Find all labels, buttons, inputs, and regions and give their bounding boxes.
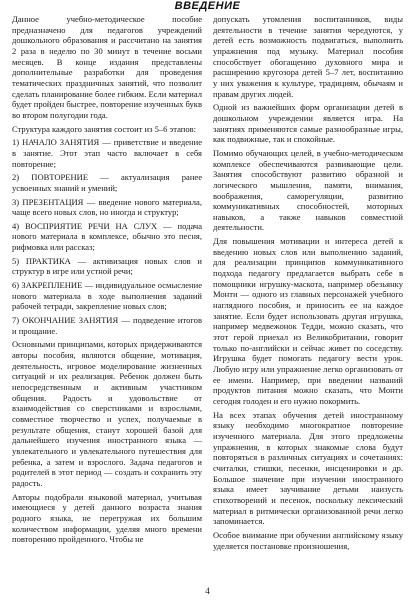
stage-3: 3) ПРЕЗЕНТАЦИЯ — введение нового материала, чаще всего новых слов, но иногда и структур; (12, 196, 202, 218)
continuation-paragraph: допускать утомления воспитанников, виды деятельности в течение занятия чередуются, у детей есть возможность подвигаться, выполнить упражнения под музыку. Материал пособия способствует обогащению духовного мира и расширению кругозора детей 5–7 лет, воспитанию у них уважения к культуре, традициям, обычаям и правам других людей. (213, 14, 403, 99)
motivation-paragraph: Для повышения мотивации и интереса детей к введению новых слов или выполнению заданий, для реализации принципов коммуникативного подхода педагогу предлагается выбрать себе в помощники игрушку-маскота, например обезьянку Монти — одного из главных персонажей учебного наглядного пособия, и приносить ее на каждое занятие. Если будет использовать другая игрушка, например медвежонок Тедди, можно сказать, что этот герой приехал из Великобритании, говорит только по-английски и сейчас живет по соседству. Игрушка будет помогать педагогу вести урок. Любую игру или упражнение легко организовать от ее имени. Например, при введении названий продуктов питания можно сказать, что Монти сегодня голоден и его нужно покормить. (213, 236, 403, 406)
page-number: 4 (205, 586, 210, 596)
principles-paragraph: Основными принципами, которых придерживаются авторы пособия, являются общение, мотивация, деятельность, игровое моделирование жизненных ситуаций и их реализация. Ребенок должен быть непосредственным и активным участником общения. Радость и удовольствие от взаимодействия со сверстниками и взрослыми, совместное творчество и успех, получаемые в результате общения, станут хорошей базой для дальнейшего изучения иностранного языка — увлекательного и увлекательного путешествия для ребенка, а затем и взрослого. Задача педагогов и родителей в этот период — создать и сохранить эту радость. (12, 339, 202, 488)
intro-paragraph: Данное учебно-методическое пособие предназначено для педагогов учреждений дошкольного образования и рассчитано на занятия 2 раза в неделю по 30 минут в течение восьми месяцев. В конце издания представлены дополнительные разработки для проведения тематических праздничных занятий, что позволит сделать планирование более гибким. Если материал будет пройден быстрее, повторение изученных букв во втором полугодии года. (12, 14, 202, 120)
repetition-paragraph: На всех этапах обучения детей иностранному языку необходимо многократное повторение изученного материала. Для этого предложены упражнения, в которых знакомые слова будут повторяться в различных ситуациях и сочетаниях: считалки, стишки, песенки, инсценировки и др. Большое значение при изучении иностранного языка имеет заучивание детьми наизусть стихотворений и песенок, поскольку лексический материал в ритмически организованной речи легко запоминается. (213, 409, 403, 527)
left-column (12, 14, 202, 548)
games-paragraph: Одной из важнейших форм организации детей в дошкольном учреждении является игра. На занятиях применяются самые разнообразные игры, как подвижные, так и спокойные. (213, 102, 403, 145)
stage-4: 4) ВОСПРИЯТИЕ РЕЧИ НА СЛУХ — подача нового материала в комплексе, обычно это песня, рифмовка или рассказ; (12, 220, 202, 253)
stage-1: 1) НАЧАЛО ЗАНЯТИЯ — приветствие и введение в занятие. Этот этап часто включает в себя повторение; (12, 137, 202, 169)
stage-7: 7) ОКОНЧАНИЕ ЗАНЯТИЯ — подведение итогов и прощание. (12, 315, 202, 336)
stage-2: 2) ПОВТОРЕНИЕ — актуализация ранее усвоенных знаний и умений; (12, 172, 202, 193)
right-column (213, 14, 403, 554)
authors-paragraph: Авторы подобрали языковой материал, учитывая имеющиеся у детей данного возраста знания родного языка, не перегружая их большим количеством информации, уделяя много времени повторению пройденного. Чтобы не (12, 491, 202, 545)
page-title: ВВЕДЕНИЕ (174, 0, 241, 12)
goals-paragraph: Помимо обучающих целей, в учебно-методическом комплексе обеспечиваются развивающие цели. Занятия способствуют развитию образной и логического мышления, памяти, внимания, воображения, саморегуляции, развитию коммуникативных способностей, моторных навыков, а также навыков совместной деятельности. (213, 147, 403, 233)
structure-intro: Структура каждого занятия состоит из 5–6 этапов: (12, 123, 197, 134)
stage-5: 5) ПРАКТИКА — активизация новых слов и структур в игре или устной речи; (12, 255, 202, 277)
pronunciation-paragraph: Особое внимание при обучении английскому языку уделяется постановке произношения, (213, 529, 403, 551)
stage-6: 6) ЗАКРЕПЛЕНИЕ — индивидуальное осмысление нового материала в ходе выполнения заданий рабочей тетради, закрепление новых слов; (12, 280, 202, 312)
